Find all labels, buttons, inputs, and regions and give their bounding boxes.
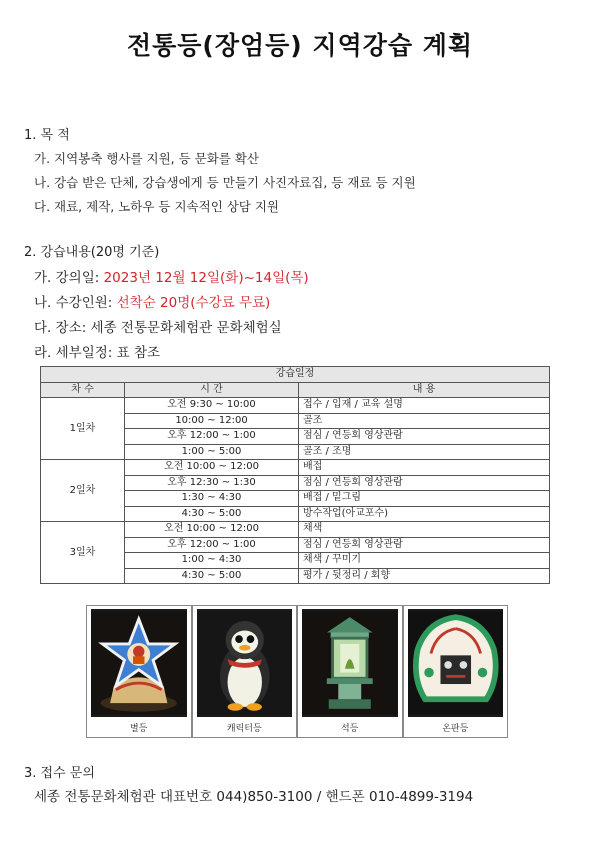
schedule-table [40,366,550,584]
content-cell: 채색 [299,522,550,538]
header-time: 시 간 [125,382,299,398]
time-cell: 오후 12:00 ~ 1:00 [125,429,299,445]
schedule-caption-row [41,367,550,383]
section1-item-1: 가. 지역봉축 행사를 지원, 등 문화를 확산 [34,151,259,166]
attendees-line [34,291,270,311]
attendees-label: 나. 수강인원: [34,295,117,311]
table-row [41,398,550,414]
table-row [41,522,550,538]
time-cell: 오후 12:00 ~ 1:00 [125,537,299,553]
attendees-value: 선착순 20명(수강료 무료) [116,295,271,311]
day-label: 2일차 [41,460,125,522]
header-content: 내 용 [299,382,550,398]
photo-caption: 별등 [130,724,148,734]
photo-caption: 석등 [341,724,359,734]
photo-stone-lantern [297,605,403,738]
time-cell: 오전 10:00 ~ 12:00 [125,522,299,538]
stone-lantern-photo-icon [302,609,398,717]
time-cell: 4:30 ~ 5:00 [125,506,299,522]
time-cell: 오전 10:00 ~ 12:00 [125,460,299,476]
content-cell: 채색 / 꾸미기 [299,553,550,569]
content-cell: 접수 / 입재 / 교육 설명 [299,398,550,414]
photo-panel-lantern [403,605,509,738]
page-title: 전통등(장엄등) 지역강습 계획 [126,31,474,60]
table-row [41,460,550,476]
time-cell: 1:00 ~ 5:00 [125,444,299,460]
star-lantern-photo-icon [91,609,187,717]
time-cell: 1:00 ~ 4:30 [125,553,299,569]
lecture-date-value: 2023년 12월 12일(화)~14일(목) [103,270,309,286]
panel-lantern-photo-icon [408,609,504,717]
photo-caption: 캐릭터등 [226,724,262,734]
time-cell: 오후 12:30 ~ 1:30 [125,475,299,491]
content-cell: 점심 / 연등회 영상관람 [299,475,550,491]
place-line: 다. 장소: 세종 전통문화체험관 문화체험실 [34,320,282,336]
time-cell: 오전 9:30 ~ 10:00 [125,398,299,414]
photo-caption: 온판등 [442,724,469,734]
photo-character-lantern [192,605,298,738]
time-cell: 4:30 ~ 5:00 [125,568,299,584]
content-cell: 점심 / 연등회 영상관람 [299,429,550,445]
lecture-date-line [34,266,309,286]
content-cell: 배접 / 밑그림 [299,491,550,507]
lecture-date-label: 가. 강의일: [34,270,104,286]
content-cell: 배접 [299,460,550,476]
section3-heading: 3. 접수 문의 [24,766,95,781]
content-cell: 방수작업(아교포수) [299,506,550,522]
section1-item-3: 다. 재료, 제작, 노하우 등 지속적인 상담 지원 [34,199,280,214]
schedule-header-row [41,382,550,398]
schedule-caption: 강습일정 [41,367,550,383]
section1-heading: 1. 목 적 [24,128,70,143]
photo-star-lantern [86,605,192,738]
lantern-photo-strip [86,605,508,738]
content-cell: 평가 / 뒷정리 / 회향 [299,568,550,584]
contact-line: 세종 전통문화체험관 대표번호 044)850-3100 / 핸드폰 010-4899-3194 [34,789,474,805]
time-cell: 10:00 ~ 12:00 [125,413,299,429]
detail-schedule-line: 라. 세부일정: 표 참조 [34,345,161,361]
section2-heading: 2. 강습내용(20명 기준) [24,245,160,260]
content-cell: 골조 [299,413,550,429]
header-session: 차 수 [41,382,125,398]
penguin-lantern-photo-icon [197,609,293,717]
content-cell: 골조 / 조명 [299,444,550,460]
content-cell: 점심 / 연등회 영상관람 [299,537,550,553]
day-label: 3일차 [41,522,125,584]
section1-item-2: 나. 강습 받은 단체, 강습생에게 등 만들기 사진자료집, 등 재료 등 지원 [34,175,416,190]
time-cell: 1:30 ~ 4:30 [125,491,299,507]
day-label: 1일차 [41,398,125,460]
